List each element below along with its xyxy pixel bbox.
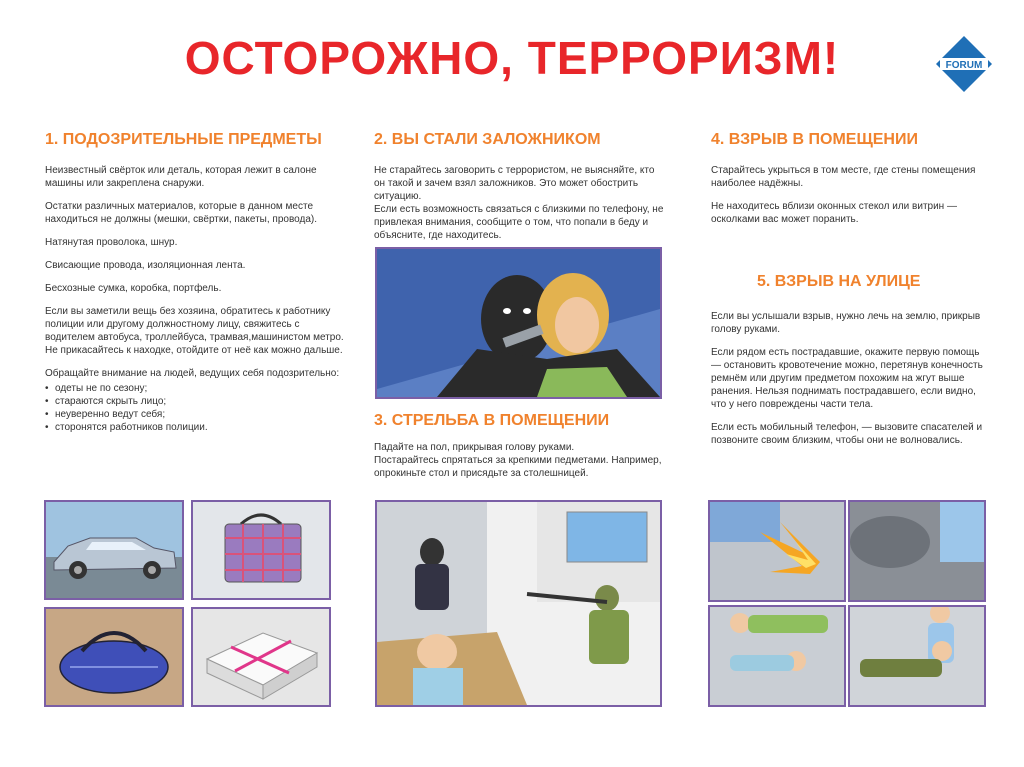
section-indoor-explosion	[711, 130, 986, 236]
hostage-illustration	[375, 247, 662, 399]
section1-text: Если вы заметили вещь без хозяина, обратитесь к работнику полиции или другому должностному лицу, свяжитесь с водителем автобуса, троллейбуса, трамвая,машинистом метро. Не прикасайтесь к находке, отойдите от неё как можно дальше.	[45, 306, 344, 356]
list-item: • стараются скрыть лицо;	[45, 395, 345, 408]
section5-text: Если вы услышали взрыв, нужно лечь на землю, прикрыв голову руками.	[711, 311, 981, 335]
section1-text: Бесхозные сумка, коробка, портфель.	[45, 283, 222, 294]
smoke-illustration	[848, 500, 986, 602]
bag-illustration	[191, 500, 331, 600]
section4-text: Старайтесь укрыться в том месте, где стены помещения наиболее надёжны.	[711, 165, 976, 189]
list-item: • неуверенно ведут себя;	[45, 408, 345, 421]
list-item: • одеты не по сезону;	[45, 382, 345, 395]
section2-text: Не старайтесь заговорить с террористом, не выясняйте, кто он такой и зачем взял заложников. Это может обострить ситуацию.	[374, 165, 655, 202]
first-aid-illustration	[848, 605, 986, 707]
diamond-logo-icon	[934, 34, 994, 94]
section1-text: Остатки различных материалов, которые в данном месте находиться не должны (мешки, свёртки, пакеты, провода).	[45, 201, 317, 225]
list-item: • сторонятся работников полиции.	[45, 421, 345, 434]
section1-text: Обращайте внимание на людей, ведущих себя подозрительно:	[45, 368, 340, 379]
section1-heading: 1. ПОДОЗРИТЕЛЬНЫЕ ПРЕДМЕТЫ	[45, 131, 322, 148]
section1-text: Свисающие провода, изоляционная лента.	[45, 260, 246, 271]
suspicious-signs-list	[45, 382, 345, 434]
section-shooting	[374, 411, 664, 490]
logo-text: FORUM	[945, 60, 983, 71]
shooting-illustration	[375, 500, 662, 707]
section-hostage	[374, 130, 664, 252]
section1-text: Натянутая проволока, шнур.	[45, 237, 178, 248]
section2-text: Если есть возможность связаться с близкими по телефону, не привлекая внимания, сообщите о том, что попали в беду и объясните, где находитесь.	[374, 204, 664, 241]
section-street-explosion	[711, 272, 986, 457]
page-title: ОСТОРОЖНО, ТЕРРОРИЗМ!	[184, 32, 840, 84]
section5-text: Если рядом есть пострадавшие, окажите первую помощь — остановить кровотечение можно, перетянув конечность ремнём или другим предметом похожим на жгут выше ранения. Нельзя поднимать пострадавшего, если видно, что у него повреждены части тела.	[711, 347, 983, 410]
section-suspicious-items	[45, 130, 345, 434]
car-illustration	[44, 500, 184, 600]
package-illustration	[191, 607, 331, 707]
section5-heading: 5. ВЗРЫВ НА УЛИЦЕ	[757, 273, 921, 290]
section3-heading: 3. СТРЕЛЬБА В ПОМЕЩЕНИИ	[374, 412, 610, 429]
section5-text: Если есть мобильный телефон, — вызовите спасателей и позвоните своим близким, чтобы они не волновались.	[711, 422, 983, 446]
section3-text: Падайте на пол, прикрывая голову руками.	[374, 442, 575, 453]
lying-people-illustration	[708, 605, 846, 707]
section2-heading: 2. ВЫ СТАЛИ ЗАЛОЖНИКОМ	[374, 131, 601, 148]
section1-text: Неизвестный свёрток или деталь, которая лежит в салоне машины или закреплена снаружи.	[45, 165, 317, 189]
forum-logo	[934, 34, 994, 94]
section4-text: Не находитесь вблизи оконных стекол или витрин — осколками вас может поранить.	[711, 201, 957, 225]
explosion-illustration	[708, 500, 846, 602]
section4-heading: 4. ВЗРЫВ В ПОМЕЩЕНИИ	[711, 131, 918, 148]
section3-text: Постарайтесь спрятаться за крепкими педметами. Например, опрокиньте стол и присядьте за столешницей.	[374, 455, 662, 479]
sports-bag-illustration	[44, 607, 184, 707]
